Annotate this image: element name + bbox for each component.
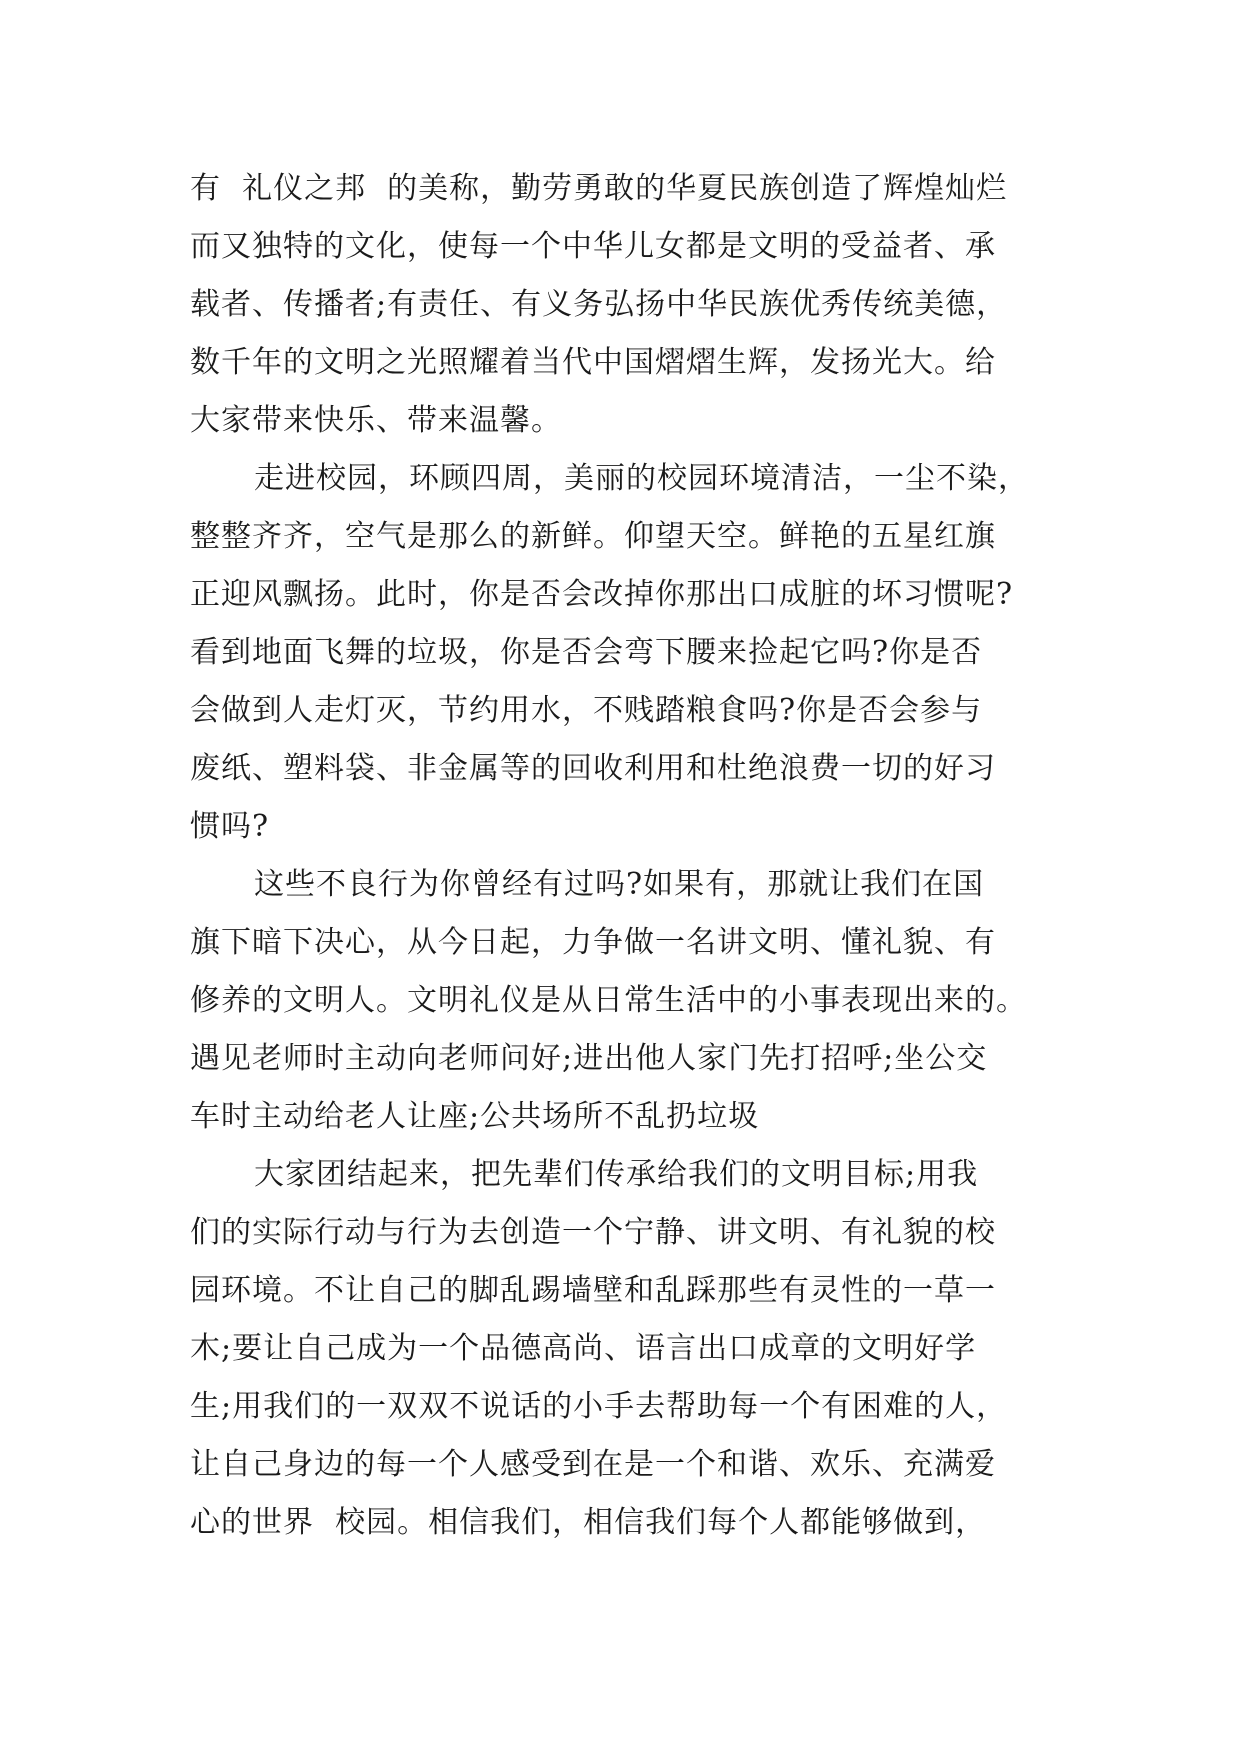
text-line: 园环境。不让自己的脚乱踢墙壁和乱踩那些有灵性的一草一	[190, 1273, 996, 1308]
text-line: 数千年的文明之光照耀着当代中国熠熠生辉，发扬光大。给	[190, 345, 996, 380]
text-line: 废纸、塑料袋、非金属等的回收利用和杜绝浪费一切的好习	[190, 751, 996, 786]
text-line: 载者、传播者;有责任、有义务弘扬中华民族优秀传统美德，	[190, 287, 1008, 322]
paragraph	[190, 160, 1075, 450]
text-line: 生;用我们的一双双不说话的小手去帮助每一个有困难的人，	[190, 1389, 1008, 1424]
text-line: 整整齐齐，空气是那么的新鲜。仰望天空。鲜艳的五星红旗	[190, 519, 996, 554]
text-line: 心的世界 校园。相信我们，相信我们每个人都能够做到，	[190, 1505, 987, 1540]
text-line: 旗下暗下决心，从今日起，力争做一名讲文明、懂礼貌、有	[190, 925, 996, 960]
paragraph	[190, 856, 1075, 1146]
text-line: 大家团结起来，把先辈们传承给我们的文明目标;用我	[254, 1157, 979, 1192]
paragraph	[190, 1146, 1075, 1552]
text-line: 有 礼仪之邦 的美称，勤劳勇敢的华夏民族创造了辉煌灿烂	[190, 171, 1008, 206]
text-line: 遇见老师时主动向老师问好;进出他人家门先打招呼;坐公交	[190, 1041, 988, 1076]
text-line: 正迎风飘扬。此时，你是否会改掉你那出口成脏的坏习惯呢?	[190, 577, 1014, 612]
paragraph	[190, 450, 1075, 856]
text-line: 惯吗?	[190, 809, 270, 844]
text-line: 们的实际行动与行为去创造一个宁静、讲文明、有礼貌的校	[190, 1215, 996, 1250]
text-line: 看到地面飞舞的垃圾，你是否会弯下腰来捡起它吗?你是否	[190, 635, 983, 670]
text-line: 走进校园，环顾四周，美丽的校园环境清洁，一尘不染，	[254, 461, 1029, 496]
text-line: 而又独特的文化，使每一个中华儿女都是文明的受益者、承	[190, 229, 996, 264]
text-line: 会做到人走灯灭，节约用水，不贱踏粮食吗?你是否会参与	[190, 693, 983, 728]
text-line: 这些不良行为你曾经有过吗?如果有，那就让我们在国	[254, 867, 985, 902]
text-line: 车时主动给老人让座;公共场所不乱扔垃圾	[190, 1099, 760, 1134]
text-line: 木;要让自己成为一个品德高尚、语言出口成章的文明好学	[190, 1331, 977, 1366]
text-line: 让自己身边的每一个人感受到在是一个和谐、欢乐、充满爱	[190, 1447, 996, 1482]
text-line: 大家带来快乐、带来温馨。	[190, 403, 562, 438]
text-line: 修养的文明人。文明礼仪是从日常生活中的小事表现出来的。	[190, 983, 1027, 1018]
document-body	[190, 160, 1075, 1552]
